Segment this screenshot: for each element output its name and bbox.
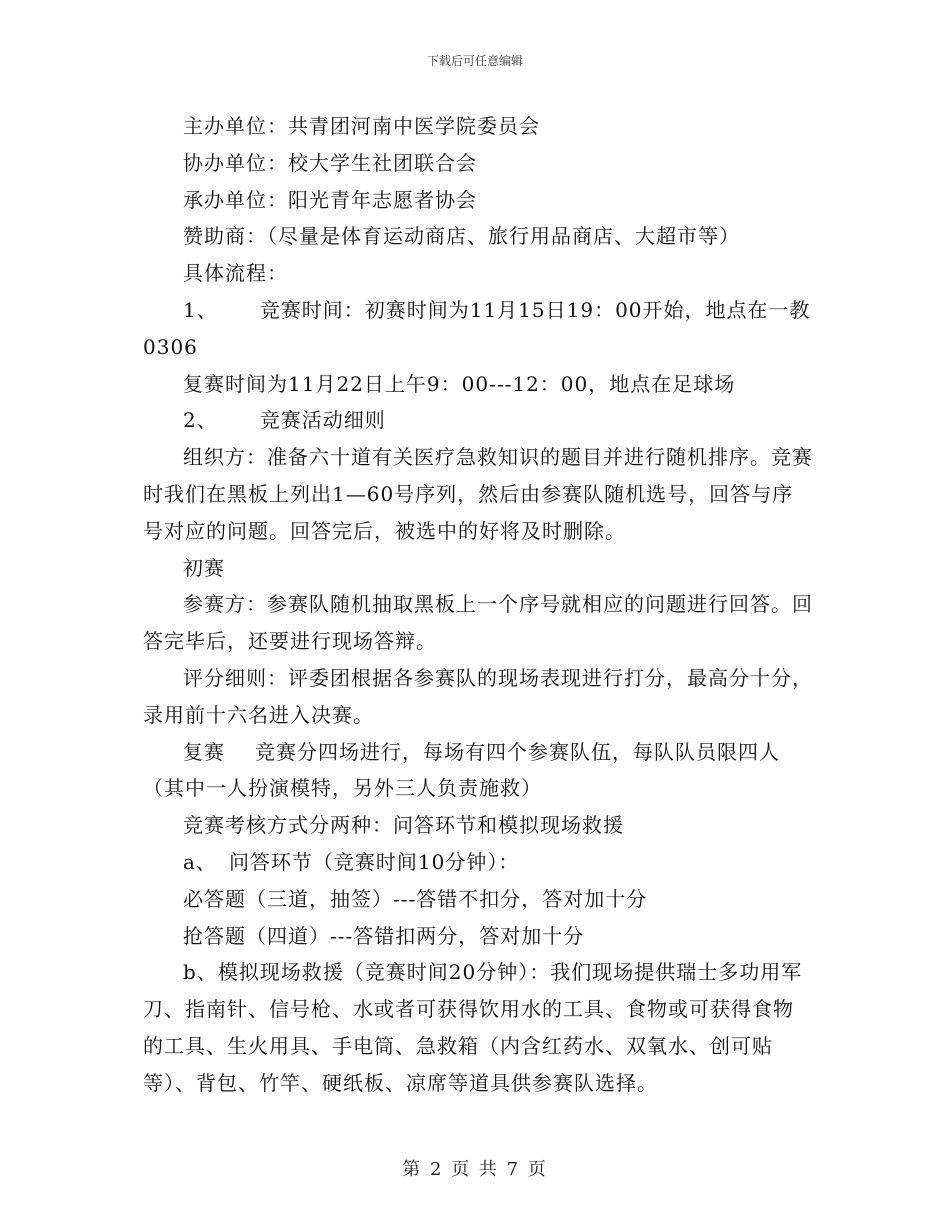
final-time-line: 复赛时间为11月22日上午9：00---12：00，地点在足球场 bbox=[183, 371, 736, 396]
item-2 bbox=[143, 402, 813, 439]
item-2-number: 2、 bbox=[183, 408, 218, 433]
item-1-number: 1、 bbox=[183, 297, 218, 322]
scoring-rule: 评分细则：评委团根据各参赛队的现场表现进行打分，最高分十分，录用前十六名进入决赛。 bbox=[143, 665, 813, 727]
part-a-text: 问答环节（竞赛时间10分钟）： bbox=[228, 849, 520, 874]
item-2-text: 竞赛活动细则 bbox=[259, 408, 386, 433]
co-host-line: 协办单位：校大学生社团联合会 bbox=[183, 150, 477, 175]
final-paragraph bbox=[143, 734, 813, 808]
final-text: 竞赛分四场进行，每场有四个参赛队伍，每队队员限四人（其中一人扮演模特，另外三人负责施救） bbox=[143, 739, 780, 801]
page-number: 第 2 页 共 7 页 bbox=[402, 1159, 548, 1180]
item-1-text: 竞赛时间：初赛时间为11月15日19：00开始，地点在一教0306 bbox=[143, 297, 811, 359]
final-label: 复赛 bbox=[183, 739, 225, 764]
organizer-line: 承办单位：阳光青年志愿者协会 bbox=[183, 187, 477, 212]
prelim-heading: 初赛 bbox=[183, 555, 225, 580]
sponsor-line: 赞助商：（尽量是体育运动商店、旅行用品商店、大超市等） bbox=[183, 224, 740, 249]
assessment-line: 竞赛考核方式分两种：问答环节和模拟现场救援 bbox=[183, 813, 624, 838]
page-header: 下载后可任意编辑 bbox=[426, 54, 523, 68]
part-b: b、模拟现场救援（竞赛时间20分钟）：我们现场提供瑞士多功用军刀、指南针、信号枪、水或者可获得饮用水的工具、食物或可获得食物的工具、生火用具、手电筒、急救箱（内含红药水、双氧水、创可贴等）、背包、竹竿、硬纸板、凉席等道具供参赛队选择。 bbox=[143, 960, 803, 1095]
item-1 bbox=[143, 292, 813, 366]
participant-rule: 参赛方：参赛队随机抽取黑板上一个序号就相应的问题进行回答。回答完毕后，还要进行现场答辩。 bbox=[143, 592, 813, 654]
part-a-number: a、 bbox=[183, 849, 217, 874]
required-question-line: 必答题（三道，抽签）---答错不扣分，答对加十分 bbox=[183, 886, 648, 911]
organizer-rule: 组织方：准备六十道有关医疗急救知识的题目并进行随机排序。竞赛时我们在黑板上列出1—60号序列，然后由参赛队随机选号，回答与序号对应的问题。回答完后，被选中的好将及时删除。 bbox=[143, 445, 813, 543]
rush-question-line: 抢答题（四道）---答错扣两分，答对加十分 bbox=[183, 923, 585, 948]
document-body bbox=[143, 108, 813, 1102]
part-a bbox=[143, 844, 813, 881]
host-line: 主办单位：共青团河南中医学院委员会 bbox=[183, 114, 540, 138]
process-title: 具体流程： bbox=[183, 261, 288, 286]
